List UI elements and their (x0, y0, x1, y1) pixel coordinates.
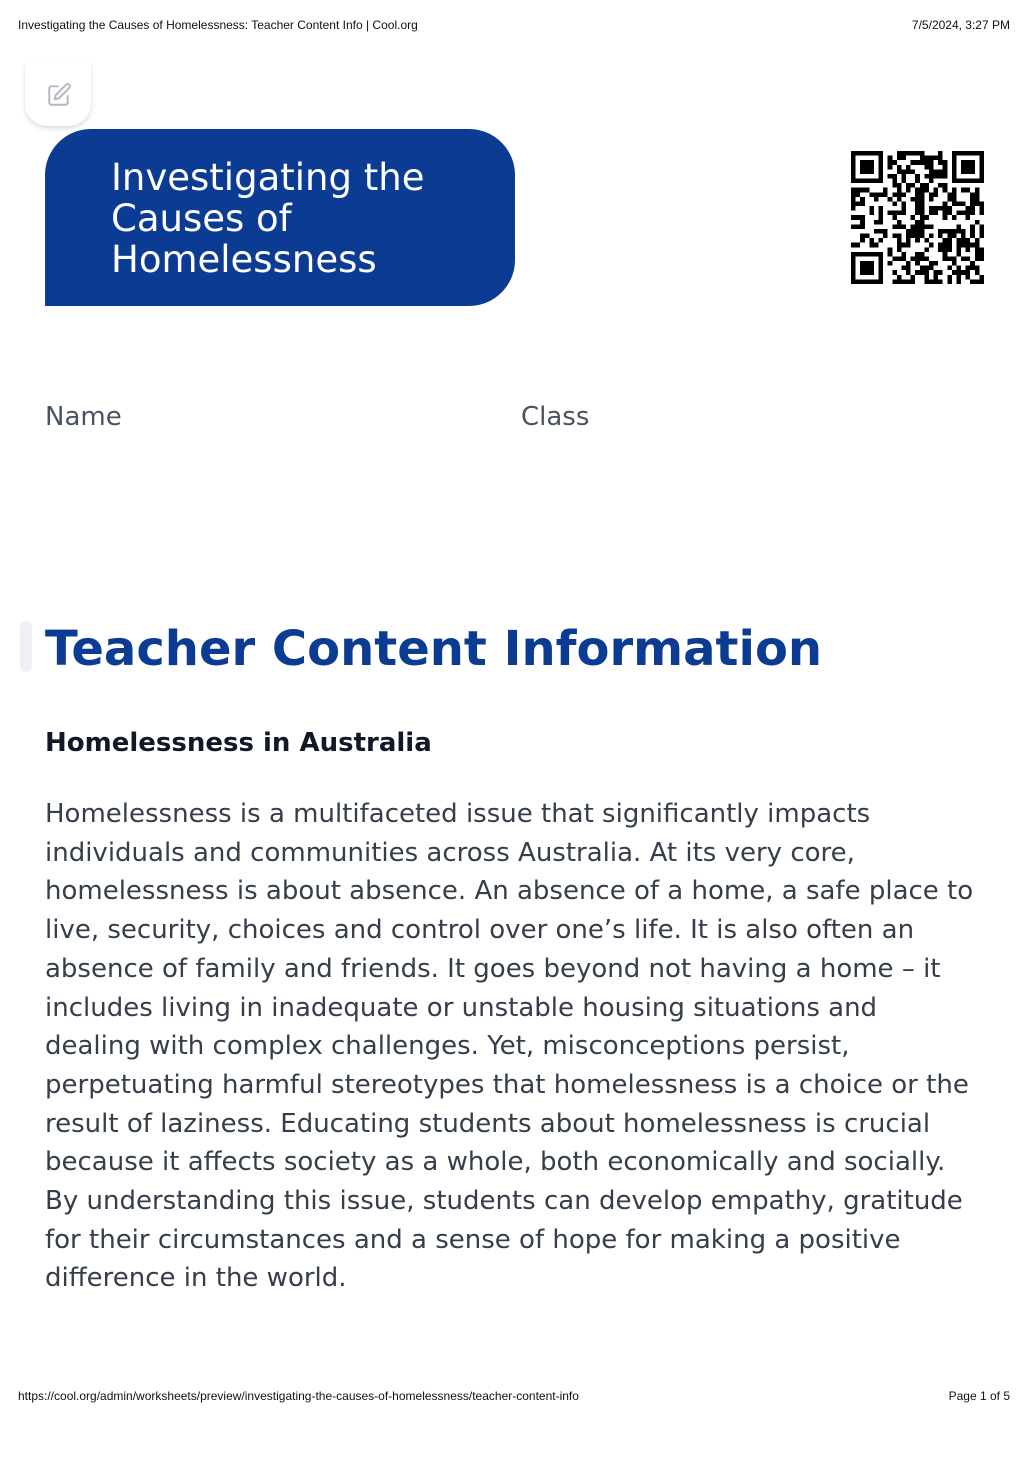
print-header (18, 18, 1010, 34)
edit-button[interactable] (25, 62, 91, 126)
print-page-number: Page 1 of 5 (948, 1389, 1010, 1403)
qr-code-icon (851, 151, 984, 284)
sub-heading: Homelessness in Australia (45, 728, 432, 758)
print-page-title: Investigating the Causes of Homelessness: Teacher Content Info | Cool.org (18, 18, 418, 32)
name-label: Name (45, 402, 122, 432)
print-footer (18, 1389, 1010, 1405)
worksheet-title: Investigating the Causes of Homelessness (111, 156, 425, 281)
print-url: https://cool.org/admin/worksheets/preview/investigating-the-causes-of-homelessness/teacher-content-info (18, 1389, 579, 1403)
section-marker (20, 621, 32, 672)
title-banner (45, 129, 515, 306)
print-datetime: 7/5/2024, 3:27 PM (911, 18, 1010, 32)
section-heading: Teacher Content Information (45, 621, 823, 677)
body-paragraph: Homelessness is a multifaceted issue that significantly impacts individuals and communities across Australia. At its very core, homelessness is about absence. An absence of a home, a safe place to live, security, choices and control over one’s life. It is also often an absence of family and friends. It goes beyond not having a home – it includes living in inadequate or unstable housing situations and dealing with complex challenges. Yet, misconceptions persist, perpetuating harmful stereotypes that homelessness is a choice or the result of laziness. Educating students about homelessness is crucial because it affects society as a whole, both economically and socially. By understanding this issue, students can develop empathy, gratitude for their circumstances and a sense of hope for making a positive difference in the world. (45, 799, 974, 1294)
class-label: Class (521, 402, 590, 432)
edit-pencil-icon (46, 82, 72, 108)
